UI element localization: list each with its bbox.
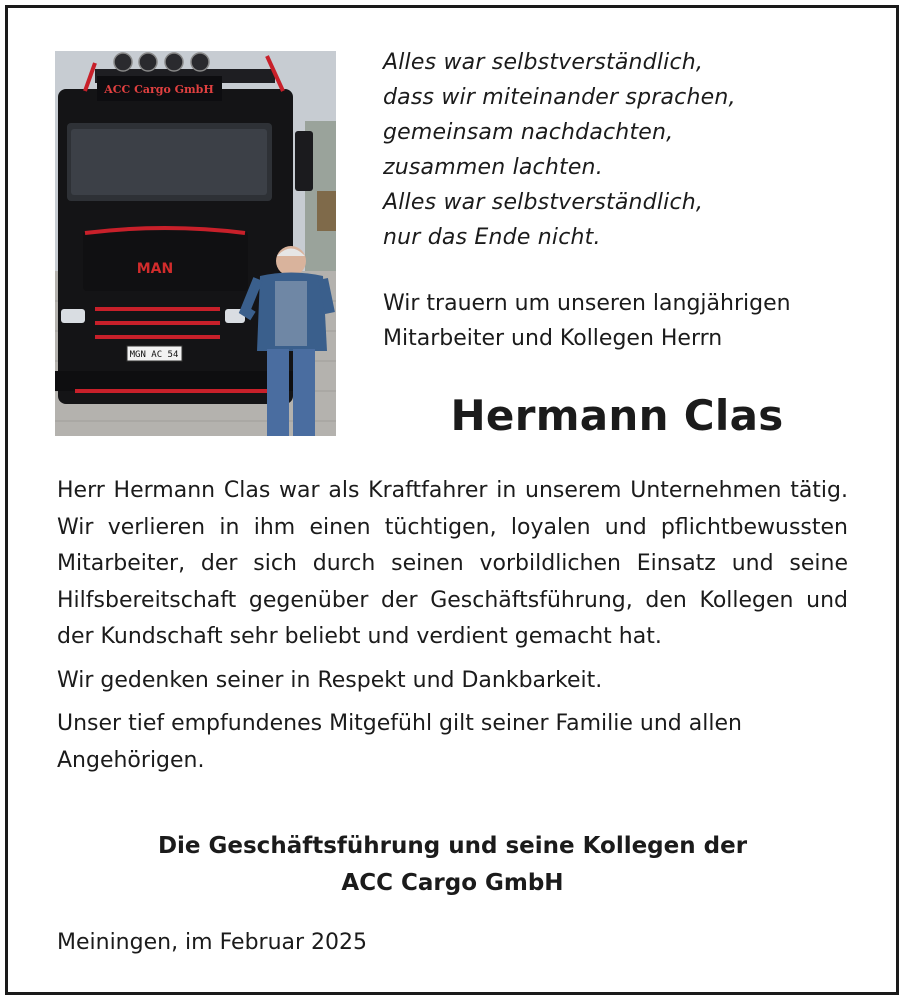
poem-line: gemeinsam nachdachten, [383,120,674,145]
place-and-date: Meiningen, im Februar 2025 [57,930,368,955]
truck-brand-text: MAN [136,261,174,277]
truck-banner-text: ACC Cargo GmbH [104,83,214,96]
deceased-name: Hermann Clas [450,391,784,440]
license-plate-text: MGN AC 54 [129,350,179,360]
poem-line: nur das Ende nicht. [383,225,601,250]
poem-line: zusammen lachten. [383,155,603,180]
poem [383,45,863,255]
poem-line: Alles war selbstverständlich, [383,190,704,215]
poem-line: Alles war selbstverständlich, [383,50,704,75]
intro-line: Mitarbeiter und Kollegen Herrn [383,326,723,351]
intro-line: Wir trauern um unseren langjährigen [383,291,791,316]
obituary-body [57,473,848,779]
mourning-intro [383,286,863,356]
truck-and-man-photo [55,51,336,436]
signature-company: ACC Cargo GmbH [341,870,564,896]
poem-line: dass wir miteinander sprachen, [383,85,736,110]
body-paragraph: Unser tief empfundenes Mitgefühl gilt seiner Familie und allen Angehörigen. [57,711,742,773]
body-paragraph: Wir gedenken seiner in Respekt und Dankbarkeit. [57,667,603,693]
body-paragraph: Herr Hermann Clas war als Kraftfahrer in unserem Unternehmen tätig. Wir verlieren in ihm einen tüchtigen, loyalen und pflichtbewussten Mitarbeiter, der sich durch seinen vorbildlichen Einsatz und seine Hilfsbereitschaft gegenüber der Geschäftsführung, den Kollegen und der Kundschaft sehr beliebt und verdient gemacht hat. [57,478,848,649]
signature-block [57,828,848,902]
signature-line: Die Geschäftsführung und seine Kollegen der [157,833,748,859]
